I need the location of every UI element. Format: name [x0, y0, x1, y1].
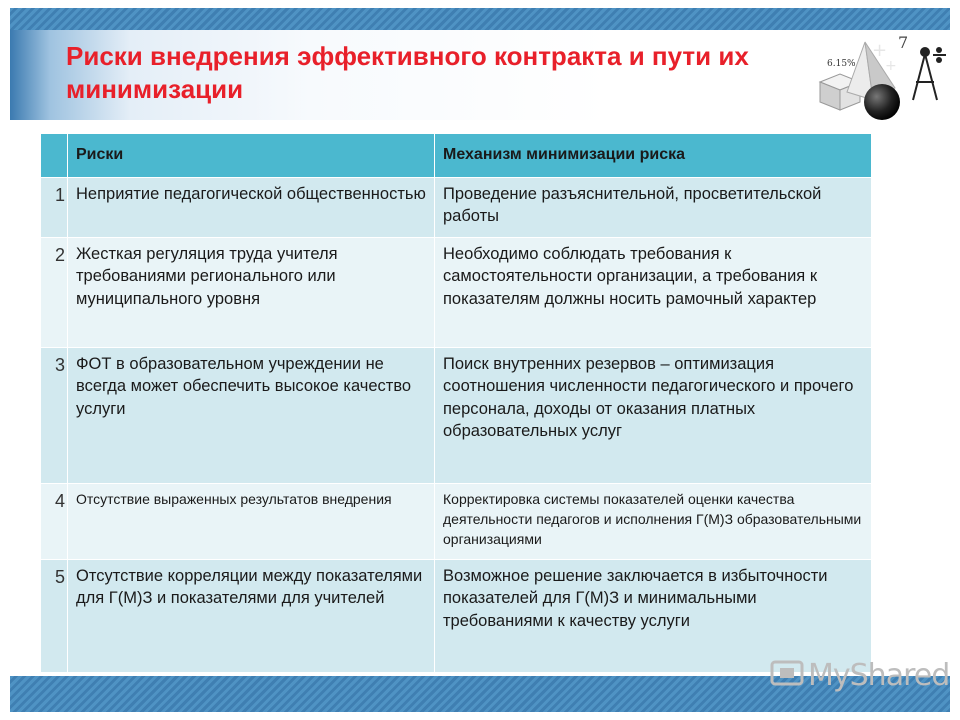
row-number: 5 [41, 559, 68, 672]
table-header-row [41, 134, 872, 178]
header-mechanism: Механизм минимизации риска [435, 134, 872, 178]
page-title: Риски внедрения эффективного контракта и пути их минимизации [66, 41, 749, 104]
mechanism-cell: Поиск внутренних резервов – оптимизация соотношения численности педагогического и прочего персонала, доходы от оказания платных образовательных услуг [435, 347, 872, 483]
risk-cell: Неприятие педагогической общественностью [68, 177, 435, 237]
table-row [41, 347, 872, 483]
table-row [41, 559, 872, 672]
risk-cell: Отсутствие корреляции между показателями для Г(М)З и показателями для учителей [68, 559, 435, 672]
svg-text:+: + [872, 40, 888, 61]
row-number: 4 [41, 483, 68, 559]
header-risks: Риски [68, 134, 435, 178]
percent-label: 6.15% [827, 59, 856, 69]
risks-table [40, 133, 872, 673]
table-row [41, 177, 872, 237]
risk-cell: ФОТ в образовательном учреждении не всегда может обеспечить высокое качество услуги [68, 347, 435, 483]
row-number: 1 [41, 177, 68, 237]
watermark-text: MyShared [808, 658, 950, 693]
table-row [41, 237, 872, 347]
risk-cell: Отсутствие выраженных результатов внедрения [68, 483, 435, 559]
table-row [41, 483, 872, 559]
svg-text:+: + [885, 58, 897, 74]
row-number: 3 [41, 347, 68, 483]
top-decorative-band [10, 8, 950, 30]
geometry-shapes-icon [815, 30, 950, 126]
row-number: 2 [41, 237, 68, 347]
mechanism-cell: Проведение разъяснительной, просветительской работы [435, 177, 872, 237]
mechanism-cell: Корректировка системы показателей оценки качества деятельности педагогов и исполнения Г(М)З образовательными организациями [435, 483, 872, 559]
mechanism-cell: Возможное решение заключается в избыточности показателей для Г(М)З и минимальными требованиями к качеству услуги [435, 559, 872, 672]
risk-cell: Жесткая регуляция труда учителя требованиями регионального или муниципального уровня [68, 237, 435, 347]
header-number [41, 134, 68, 178]
mechanism-cell: Необходимо соблюдать требования к самостоятельности организации, а требования к показателям должны носить рамочный характер [435, 237, 872, 347]
seven-label: 7 [898, 33, 909, 52]
